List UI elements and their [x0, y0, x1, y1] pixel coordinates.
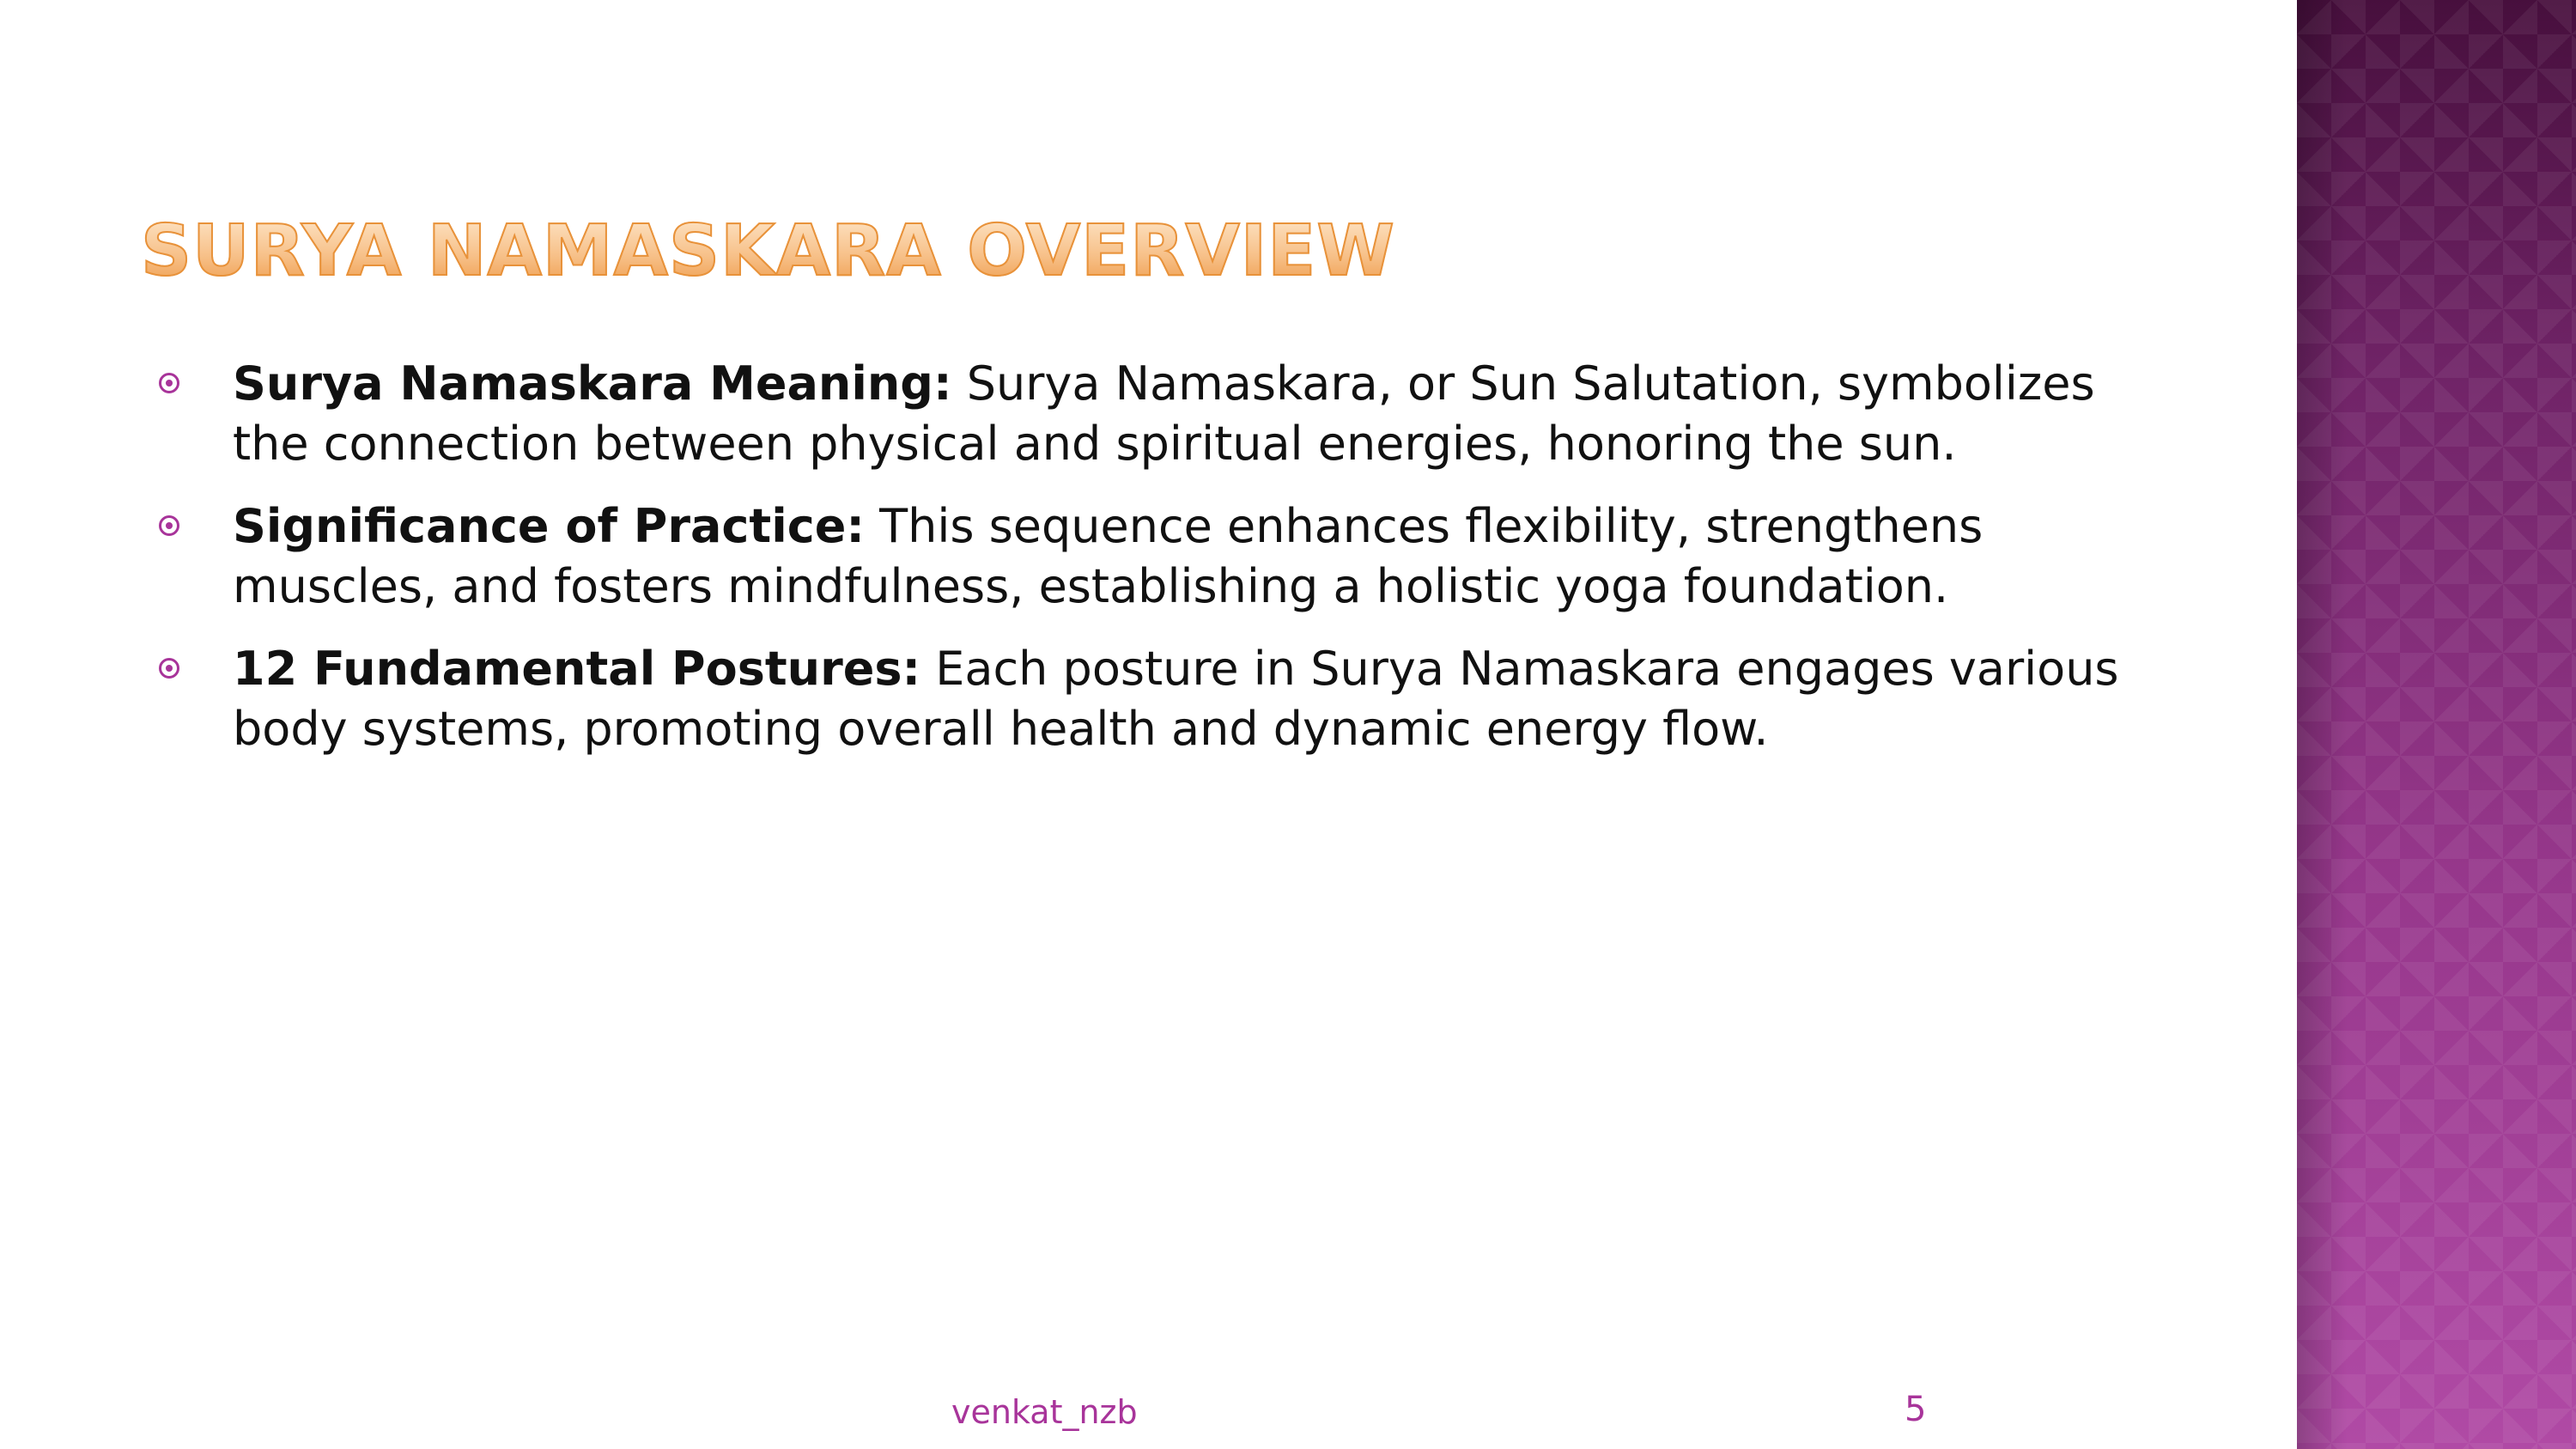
bullet-heading: Surya Namaskara Meaning:	[233, 356, 952, 411]
bullet-item-meaning	[159, 354, 2160, 474]
slide-number: 5	[1905, 1390, 1927, 1429]
bullet-heading: Significance of Practice:	[233, 499, 865, 553]
bullet-item-significance	[159, 496, 2160, 617]
footer-author: venkat_nzb	[951, 1393, 1138, 1431]
bullet-text: This sequence enhances flexibility, strengthens muscles, and fosters mindfulness, establishing a holistic yoga foundation.	[233, 499, 1984, 613]
decorative-side-panel	[2297, 0, 2576, 1449]
bullet-heading: 12 Fundamental Postures:	[233, 642, 921, 696]
bullet-list	[159, 354, 2160, 782]
circled-dot-icon	[159, 658, 179, 679]
circled-dot-icon	[159, 515, 179, 536]
bullet-text: Surya Namaskara, or Sun Salutation, symbolizes the connection between physical and spiritual energies, honoring the sun.	[233, 356, 2095, 471]
slide-title: SURYA NAMASKARA OVERVIEW	[141, 210, 1395, 292]
bullet-text: Each posture in Surya Namaskara engages various body systems, promoting overall health and dynamic energy flow.	[233, 642, 2119, 756]
bullet-item-postures	[159, 639, 2160, 759]
circled-dot-icon	[159, 373, 179, 393]
